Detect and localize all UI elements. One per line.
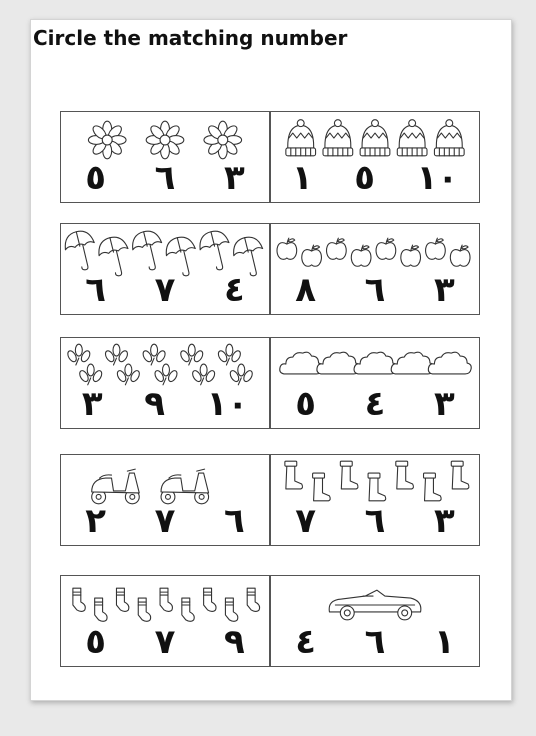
number-option[interactable]: ٥ [85,622,107,662]
exercise-panel-apples [270,223,480,315]
number-option[interactable]: ٩ [223,622,245,662]
number-option[interactable]: ١٠ [206,384,249,424]
number-option[interactable]: ٤ [223,270,245,310]
exercise-panel-hats [270,111,480,203]
exercise-panel-car [270,575,480,667]
number-option[interactable]: ٤ [295,622,317,662]
exercise-panel-leaves [60,337,270,429]
number-option[interactable]: ٣ [433,384,455,424]
exercise-panel-scooters [60,454,270,546]
page-title: Circle the matching number [33,26,348,50]
number-option[interactable]: ١ [291,158,313,198]
number-option[interactable]: ٦ [85,270,107,310]
number-option[interactable]: ٥ [295,384,317,424]
number-option[interactable]: ٨ [295,270,317,310]
exercise-panel-socks [60,575,270,667]
number-option[interactable]: ١٠ [416,158,459,198]
number-option[interactable]: ٣ [81,384,103,424]
number-option[interactable]: ٣ [433,270,455,310]
number-option[interactable]: ٤ [364,384,386,424]
number-option[interactable]: ٥ [85,158,107,198]
number-option[interactable]: ١ [433,622,455,662]
number-option[interactable]: ٦ [364,622,386,662]
number-option[interactable]: ٣ [223,158,245,198]
number-option[interactable]: ٦ [364,501,386,541]
number-option[interactable]: ٧ [154,270,176,310]
number-option[interactable]: ٦ [223,501,245,541]
exercise-panel-umbrellas [60,223,270,315]
number-option[interactable]: ٧ [295,501,317,541]
number-option[interactable]: ٧ [154,501,176,541]
number-option[interactable]: ٦ [364,270,386,310]
number-option[interactable]: ٩ [144,384,165,424]
exercise-panel-boots [270,454,480,546]
exercise-panel-clouds [270,337,480,429]
number-option[interactable]: ٢ [85,501,107,541]
number-option[interactable]: ٥ [354,158,375,198]
exercise-panel-flowers [60,111,270,203]
number-option[interactable]: ٣ [433,501,455,541]
number-option[interactable]: ٧ [154,622,176,662]
number-option[interactable]: ٦ [154,158,176,198]
